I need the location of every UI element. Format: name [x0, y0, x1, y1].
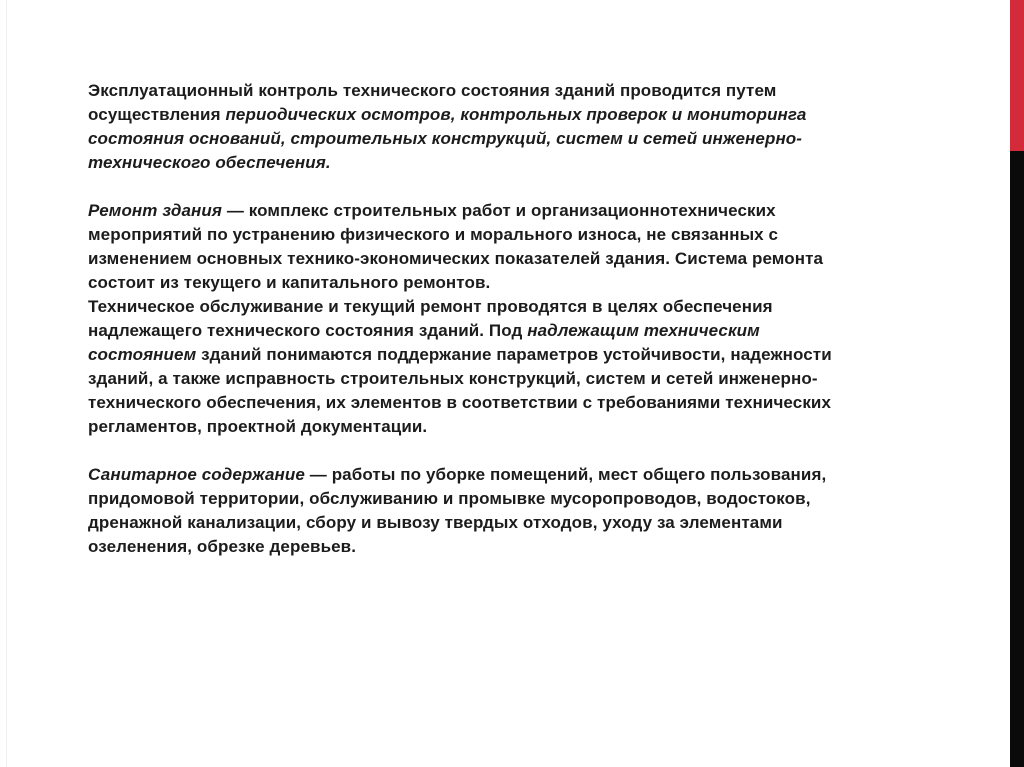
text-line [88, 151, 832, 175]
text-run: мероприятий по устранению физического и морального износа, не связанных с [88, 225, 779, 244]
text-run: надлежащего технического состояния зданий. Под [88, 321, 528, 340]
slide-text [88, 79, 832, 559]
text-line [88, 367, 832, 391]
text-line [88, 103, 832, 127]
text-run: технического обеспечения, их элементов в соответствии с требованиями технических [88, 393, 832, 412]
text-line [88, 535, 832, 559]
accent-stripe-black [1010, 151, 1024, 767]
text-run: дренажной канализации, сбору и вывозу твердых отходов, уходу за элементами [88, 513, 783, 532]
paragraph [88, 79, 832, 175]
text-line [88, 319, 832, 343]
text-run: озеленения, обрезке деревьев. [88, 537, 357, 556]
paragraph [88, 199, 832, 439]
text-run: состояния оснований, строительных конструкций, систем и сетей инженерно- [88, 129, 803, 148]
text-line [88, 511, 832, 535]
text-line [88, 415, 832, 439]
text-run: зданий, а также исправность строительных конструкций, систем и сетей инженерно- [88, 369, 818, 388]
text-run: регламентов, проектной документации. [88, 417, 428, 436]
text-line [88, 391, 832, 415]
text-run: придомовой территории, обслуживанию и промывке мусоропроводов, водостоков, [88, 489, 811, 508]
text-run: периодических осмотров, контрольных проверок и мониторинга [225, 105, 807, 124]
text-line [88, 79, 832, 103]
text-line [88, 199, 832, 223]
text-run: изменением основных технико-экономических показателей здания. Система ремонта [88, 249, 824, 268]
text-run: Техническое обслуживание и текущий ремонт проводятся в целях обеспечения [88, 297, 773, 316]
slide-edge-line [6, 0, 7, 767]
accent-stripe-red [1010, 0, 1024, 151]
paragraph [88, 463, 832, 559]
text-run: осуществления [88, 105, 226, 124]
text-line [88, 127, 832, 151]
text-run: надлежащим техническим [527, 321, 760, 340]
text-run: зданий понимаются поддержание параметров устойчивости, надежности [196, 345, 832, 364]
text-run: состоит из текущего и капитального ремонтов. [88, 273, 491, 292]
text-run: Эксплуатационный контроль технического состояния зданий проводится путем [88, 81, 777, 100]
text-line [88, 271, 832, 295]
defined-term: Ремонт здания [88, 201, 223, 220]
text-line [88, 343, 832, 367]
defined-term: Санитарное содержание [88, 465, 305, 484]
text-run: — работы по уборке помещений, мест общего пользования, [304, 465, 827, 484]
text-run: — комплекс строительных работ и организационнотехнических [222, 201, 776, 220]
accent-stripe [1010, 0, 1024, 767]
text-line [88, 223, 832, 247]
text-line [88, 463, 832, 487]
text-line [88, 247, 832, 271]
text-line [88, 295, 832, 319]
text-line [88, 487, 832, 511]
text-run: состоянием [88, 345, 197, 364]
text-run: технического обеспечения. [88, 153, 331, 172]
